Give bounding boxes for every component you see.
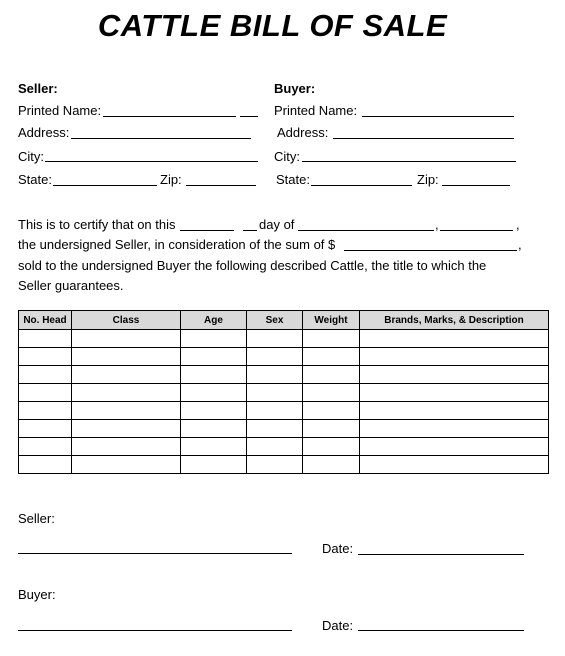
table-cell[interactable] bbox=[19, 456, 72, 474]
certify-line-3: sold to the undersigned Buyer the following described Cattle, the title to which the bbox=[18, 258, 487, 273]
seller-zip-field[interactable] bbox=[186, 185, 256, 186]
table-cell[interactable] bbox=[247, 348, 303, 366]
seller-address-field[interactable] bbox=[71, 138, 251, 139]
table-cell[interactable] bbox=[303, 420, 360, 438]
seller-date-field[interactable] bbox=[358, 554, 524, 555]
seller-state-field[interactable] bbox=[53, 185, 157, 186]
table-cell[interactable] bbox=[72, 384, 181, 402]
col-header-age: Age bbox=[181, 311, 247, 330]
table-cell[interactable] bbox=[303, 348, 360, 366]
table-row bbox=[19, 402, 549, 420]
buyer-heading: Buyer: bbox=[274, 81, 316, 96]
table-row bbox=[19, 420, 549, 438]
table-cell[interactable] bbox=[72, 420, 181, 438]
buyer-printed-name-label: Printed Name: bbox=[274, 103, 358, 118]
buyer-city-label: City: bbox=[274, 149, 300, 164]
table-row bbox=[19, 366, 549, 384]
table-row bbox=[19, 438, 549, 456]
buyer-address-label: Address: bbox=[277, 125, 329, 140]
table-header-row bbox=[19, 311, 549, 330]
table-cell[interactable] bbox=[303, 456, 360, 474]
table-cell[interactable] bbox=[247, 366, 303, 384]
table-cell[interactable] bbox=[303, 402, 360, 420]
table-cell[interactable] bbox=[72, 438, 181, 456]
buyer-state-label: State: bbox=[276, 172, 310, 187]
table-cell[interactable] bbox=[360, 420, 549, 438]
buyer-date-field[interactable] bbox=[358, 630, 524, 631]
table-cell[interactable] bbox=[247, 420, 303, 438]
certify-month-field[interactable] bbox=[298, 230, 434, 231]
table-cell[interactable] bbox=[19, 384, 72, 402]
col-header-brands: Brands, Marks, & Description bbox=[360, 311, 549, 330]
table-cell[interactable] bbox=[19, 402, 72, 420]
table-cell[interactable] bbox=[360, 456, 549, 474]
certify-comma-1: , bbox=[435, 217, 439, 232]
seller-state-label: State: bbox=[18, 172, 52, 187]
seller-city-field[interactable] bbox=[45, 161, 258, 162]
cattle-table-body bbox=[19, 330, 549, 474]
table-cell[interactable] bbox=[360, 330, 549, 348]
buyer-zip-label: Zip: bbox=[417, 172, 439, 187]
certify-line-4: Seller guarantees. bbox=[18, 278, 124, 293]
form-title: CATTLE BILL OF SALE bbox=[97, 8, 448, 43]
cattle-table bbox=[18, 310, 549, 474]
col-header-weight: Weight bbox=[303, 311, 360, 330]
certify-amount-field[interactable] bbox=[344, 250, 517, 251]
table-cell[interactable] bbox=[303, 384, 360, 402]
certify-day-of-label: day of bbox=[259, 217, 295, 232]
table-cell[interactable] bbox=[360, 348, 549, 366]
table-cell[interactable] bbox=[181, 366, 247, 384]
table-cell[interactable] bbox=[247, 384, 303, 402]
seller-printed-name-field[interactable] bbox=[103, 116, 236, 117]
seller-printed-name-field-extra[interactable] bbox=[240, 116, 258, 117]
certify-comma-2: , bbox=[516, 217, 520, 232]
table-cell[interactable] bbox=[360, 402, 549, 420]
seller-city-label: City: bbox=[18, 149, 44, 164]
table-cell[interactable] bbox=[19, 348, 72, 366]
table-cell[interactable] bbox=[247, 402, 303, 420]
col-header-class: Class bbox=[72, 311, 181, 330]
table-cell[interactable] bbox=[181, 402, 247, 420]
sig-seller-label: Seller: bbox=[18, 511, 55, 526]
certify-year-field[interactable] bbox=[440, 230, 513, 231]
table-cell[interactable] bbox=[303, 330, 360, 348]
table-cell[interactable] bbox=[247, 438, 303, 456]
table-cell[interactable] bbox=[360, 384, 549, 402]
buyer-address-field[interactable] bbox=[333, 138, 514, 139]
table-cell[interactable] bbox=[72, 456, 181, 474]
table-cell[interactable] bbox=[360, 438, 549, 456]
seller-printed-name-label: Printed Name: bbox=[18, 103, 102, 118]
table-row bbox=[19, 456, 549, 474]
sig-buyer-date-label: Date: bbox=[322, 618, 354, 633]
buyer-signature-line[interactable] bbox=[18, 630, 292, 631]
table-cell[interactable] bbox=[247, 330, 303, 348]
table-cell[interactable] bbox=[181, 456, 247, 474]
table-cell[interactable] bbox=[72, 330, 181, 348]
table-cell[interactable] bbox=[72, 348, 181, 366]
table-cell[interactable] bbox=[181, 438, 247, 456]
sig-buyer-label: Buyer: bbox=[18, 587, 56, 602]
table-cell[interactable] bbox=[72, 402, 181, 420]
seller-signature-line[interactable] bbox=[18, 553, 292, 554]
buyer-city-field[interactable] bbox=[302, 161, 516, 162]
col-header-sex: Sex bbox=[247, 311, 303, 330]
table-row bbox=[19, 384, 549, 402]
sig-seller-date-label: Date: bbox=[322, 541, 354, 556]
table-cell[interactable] bbox=[303, 438, 360, 456]
table-row bbox=[19, 348, 549, 366]
table-cell[interactable] bbox=[303, 366, 360, 384]
table-cell[interactable] bbox=[19, 438, 72, 456]
table-cell[interactable] bbox=[72, 366, 181, 384]
table-cell[interactable] bbox=[19, 366, 72, 384]
buyer-zip-field[interactable] bbox=[442, 185, 510, 186]
table-cell[interactable] bbox=[19, 330, 72, 348]
table-cell[interactable] bbox=[181, 348, 247, 366]
seller-heading: Seller: bbox=[18, 81, 58, 96]
certify-line-2: the undersigned Seller, in consideration of the sum of $ bbox=[18, 237, 336, 252]
buyer-printed-name-field[interactable] bbox=[362, 116, 514, 117]
certify-comma-3: , bbox=[518, 237, 522, 252]
table-cell[interactable] bbox=[181, 420, 247, 438]
col-header-no-head: No. Head bbox=[19, 311, 72, 330]
buyer-state-field[interactable] bbox=[311, 185, 412, 186]
certify-text-start: This is to certify that on this bbox=[18, 217, 176, 232]
seller-zip-label: Zip: bbox=[160, 172, 182, 187]
certify-day-field[interactable] bbox=[180, 230, 234, 231]
table-cell[interactable] bbox=[247, 456, 303, 474]
seller-address-label: Address: bbox=[18, 125, 70, 140]
certify-day-field-extra[interactable] bbox=[243, 230, 257, 231]
certify-line-1 bbox=[18, 217, 176, 232]
table-cell[interactable] bbox=[181, 330, 247, 348]
table-row bbox=[19, 330, 549, 348]
table-cell[interactable] bbox=[360, 366, 549, 384]
table-cell[interactable] bbox=[181, 384, 247, 402]
table-cell[interactable] bbox=[19, 420, 72, 438]
